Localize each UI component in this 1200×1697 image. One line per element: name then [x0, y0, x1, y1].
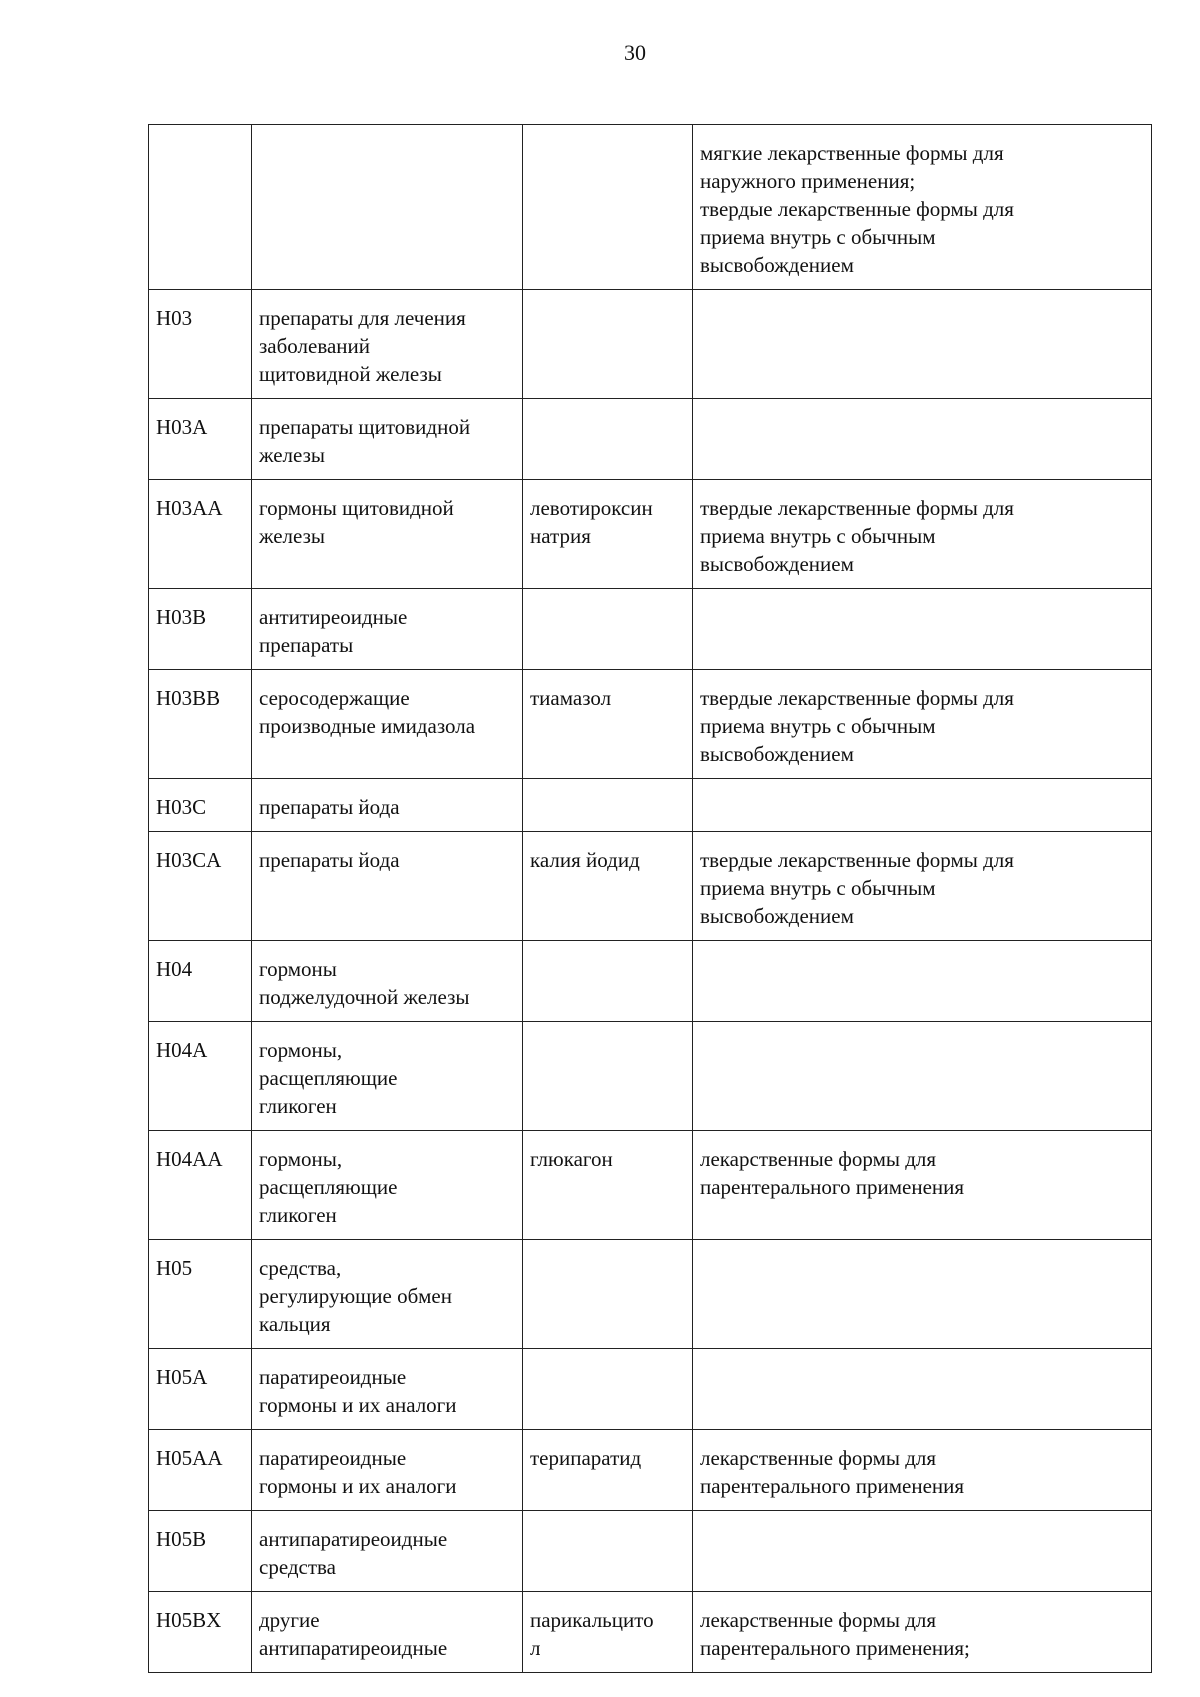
substance-cell: левотироксин натрия [523, 480, 693, 589]
group-name-cell: гормоны, расщепляющие гликоген [252, 1022, 523, 1131]
atc-code-cell [149, 125, 252, 290]
dosage-form-cell [693, 399, 1152, 480]
group-name-cell: серосодержащие производные имидазола [252, 670, 523, 779]
atc-code-cell: H03A [149, 399, 252, 480]
substance-cell [523, 941, 693, 1022]
table-row [149, 1511, 1152, 1592]
substance-cell [523, 290, 693, 399]
table-row [149, 779, 1152, 832]
table-row [149, 1131, 1152, 1240]
substance-cell: терипаратид [523, 1430, 693, 1511]
dosage-form-cell [693, 290, 1152, 399]
dosage-form-cell: твердые лекарственные формы для приема внутрь с обычным высвобождением [693, 832, 1152, 941]
dosage-form-cell [693, 941, 1152, 1022]
substance-cell [523, 779, 693, 832]
group-name-cell: препараты для лечения заболеваний щитовидной железы [252, 290, 523, 399]
drug-table [148, 124, 1152, 1673]
substance-cell [523, 125, 693, 290]
group-name-cell: средства, регулирующие обмен кальция [252, 1240, 523, 1349]
group-name-cell: гормоны поджелудочной железы [252, 941, 523, 1022]
group-name-cell: препараты щитовидной железы [252, 399, 523, 480]
dosage-form-cell: мягкие лекарственные формы для наружного применения; твердые лекарственные формы для приема внутрь с обычным высвобождением [693, 125, 1152, 290]
dosage-form-cell [693, 779, 1152, 832]
atc-code-cell: H05 [149, 1240, 252, 1349]
page-number: 30 [624, 40, 646, 65]
dosage-form-cell [693, 1349, 1152, 1430]
substance-cell: калия йодид [523, 832, 693, 941]
atc-code-cell: H04AA [149, 1131, 252, 1240]
atc-code-cell: H04 [149, 941, 252, 1022]
group-name-cell: гормоны щитовидной железы [252, 480, 523, 589]
substance-cell [523, 589, 693, 670]
atc-code-cell: H05A [149, 1349, 252, 1430]
atc-code-cell: H03AA [149, 480, 252, 589]
table-row [149, 832, 1152, 941]
table-row [149, 670, 1152, 779]
table-row [149, 941, 1152, 1022]
atc-code-cell: H03 [149, 290, 252, 399]
dosage-form-cell [693, 1511, 1152, 1592]
group-name-cell: паратиреоидные гормоны и их аналоги [252, 1430, 523, 1511]
dosage-form-cell: твердые лекарственные формы для приема внутрь с обычным высвобождением [693, 670, 1152, 779]
group-name-cell: антитиреоидные препараты [252, 589, 523, 670]
dosage-form-cell: лекарственные формы для парентерального применения [693, 1430, 1152, 1511]
table-row [149, 1240, 1152, 1349]
table-row [149, 1349, 1152, 1430]
atc-code-cell: H05B [149, 1511, 252, 1592]
substance-cell: глюкагон [523, 1131, 693, 1240]
dosage-form-cell [693, 1240, 1152, 1349]
substance-cell [523, 399, 693, 480]
table-row [149, 1592, 1152, 1673]
atc-code-cell: H03CA [149, 832, 252, 941]
group-name-cell: препараты йода [252, 832, 523, 941]
table-row [149, 290, 1152, 399]
atc-code-cell: H04A [149, 1022, 252, 1131]
substance-cell [523, 1240, 693, 1349]
group-name-cell: антипаратиреоидные средства [252, 1511, 523, 1592]
group-name-cell: другие антипаратиреоидные [252, 1592, 523, 1673]
group-name-cell: препараты йода [252, 779, 523, 832]
group-name-cell: гормоны, расщепляющие гликоген [252, 1131, 523, 1240]
dosage-form-cell: лекарственные формы для парентерального применения [693, 1131, 1152, 1240]
table-row [149, 399, 1152, 480]
dosage-form-cell: лекарственные формы для парентерального применения; [693, 1592, 1152, 1673]
dosage-form-cell [693, 1022, 1152, 1131]
atc-code-cell: H03B [149, 589, 252, 670]
table-row [149, 589, 1152, 670]
atc-code-cell: H05AA [149, 1430, 252, 1511]
table-row [149, 1022, 1152, 1131]
table-row [149, 480, 1152, 589]
group-name-cell: паратиреоидные гормоны и их аналоги [252, 1349, 523, 1430]
substance-cell [523, 1022, 693, 1131]
substance-cell: парикальцито л [523, 1592, 693, 1673]
atc-code-cell: H05BX [149, 1592, 252, 1673]
substance-cell [523, 1511, 693, 1592]
atc-code-cell: H03BB [149, 670, 252, 779]
substance-cell [523, 1349, 693, 1430]
substance-cell: тиамазол [523, 670, 693, 779]
dosage-form-cell: твердые лекарственные формы для приема внутрь с обычным высвобождением [693, 480, 1152, 589]
group-name-cell [252, 125, 523, 290]
table-row [149, 125, 1152, 290]
atc-code-cell: H03C [149, 779, 252, 832]
table-row [149, 1430, 1152, 1511]
dosage-form-cell [693, 589, 1152, 670]
